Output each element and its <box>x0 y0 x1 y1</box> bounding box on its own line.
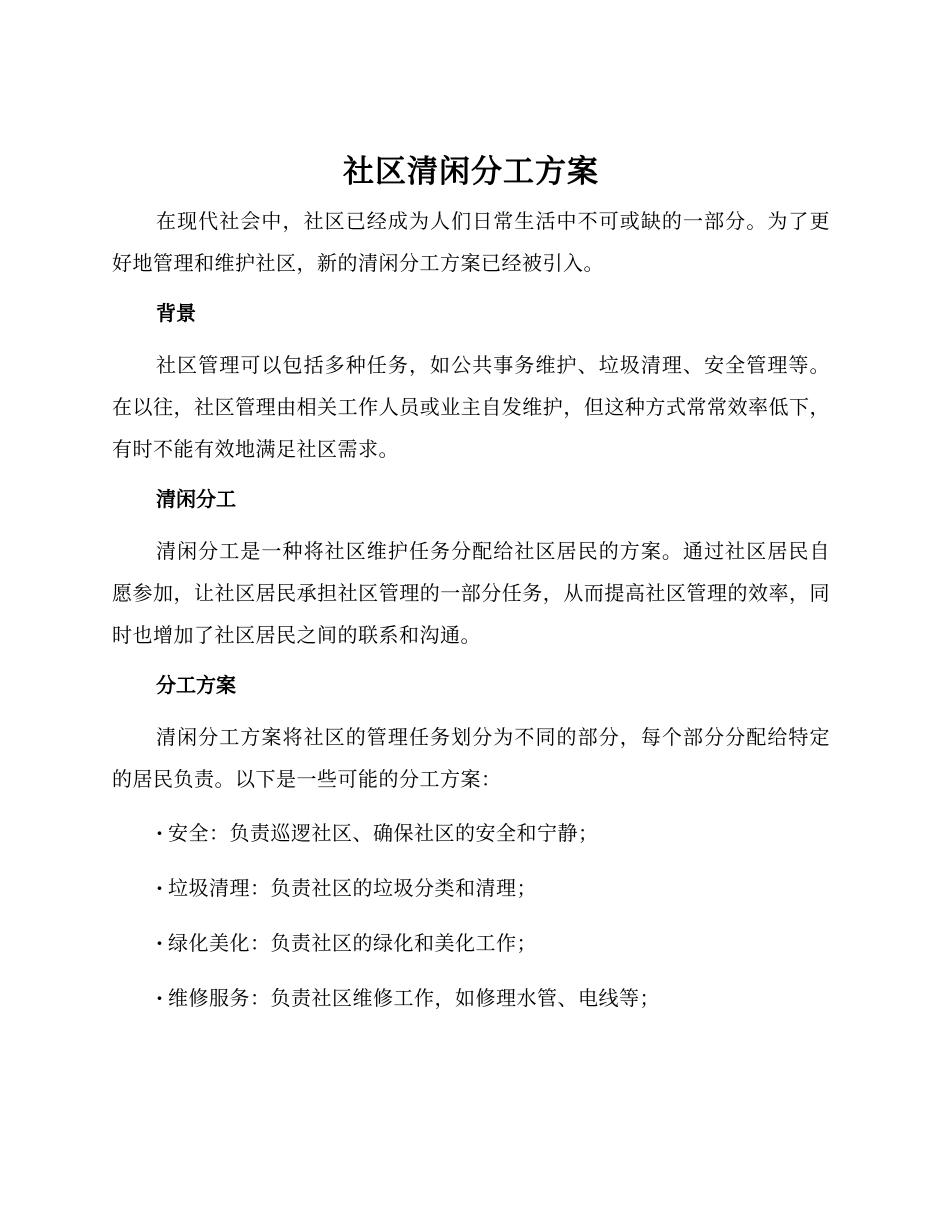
plan-list <box>112 812 830 1019</box>
list-item <box>156 977 830 1019</box>
list-item-text: 安全：负责巡逻社区、确保社区的安全和宁静； <box>168 821 599 845</box>
bullet-icon: · <box>156 986 164 1010</box>
intro-paragraph: 在现代社会中，社区已经成为人们日常生活中不可或缺的一部分。为了更好地管理和维护社区，新的清闲分工方案已经被引入。 <box>112 209 830 275</box>
list-item-text: 维修服务：负责社区维修工作，如修理水管、电线等； <box>168 986 660 1010</box>
bullet-icon: · <box>156 821 164 845</box>
section-text-division: 清闲分工是一种将社区维护任务分配给社区居民的方案。通过社区居民自愿参加，让社区居民承担社区管理的一部分任务，从而提高社区管理的效率，同时也增加了社区居民之间的联系和沟通。 <box>112 539 830 647</box>
list-item <box>156 922 830 964</box>
section-heading-plan: 分工方案 <box>156 673 236 697</box>
section-heading-background: 背景 <box>156 301 196 325</box>
list-item-text: 绿化美化：负责社区的绿化和美化工作； <box>168 931 537 955</box>
document-title: 社区清闲分工方案 <box>343 154 599 190</box>
section-heading-division: 清闲分工 <box>156 487 236 511</box>
bullet-icon: · <box>156 876 164 900</box>
list-item-text: 垃圾清理：负责社区的垃圾分类和清理； <box>168 876 537 900</box>
list-item <box>156 867 830 909</box>
bullet-icon: · <box>156 931 164 955</box>
section-text-plan: 清闲分工方案将社区的管理任务划分为不同的部分，每个部分分配给特定的居民负责。以下是一些可能的分工方案： <box>112 725 830 791</box>
list-item <box>156 812 830 854</box>
section-text-background: 社区管理可以包括多种任务，如公共事务维护、垃圾清理、安全管理等。在以往，社区管理由相关工作人员或业主自发维护，但这种方式常常效率低下，有时不能有效地满足社区需求。 <box>112 353 830 461</box>
document-body <box>112 148 830 1032</box>
